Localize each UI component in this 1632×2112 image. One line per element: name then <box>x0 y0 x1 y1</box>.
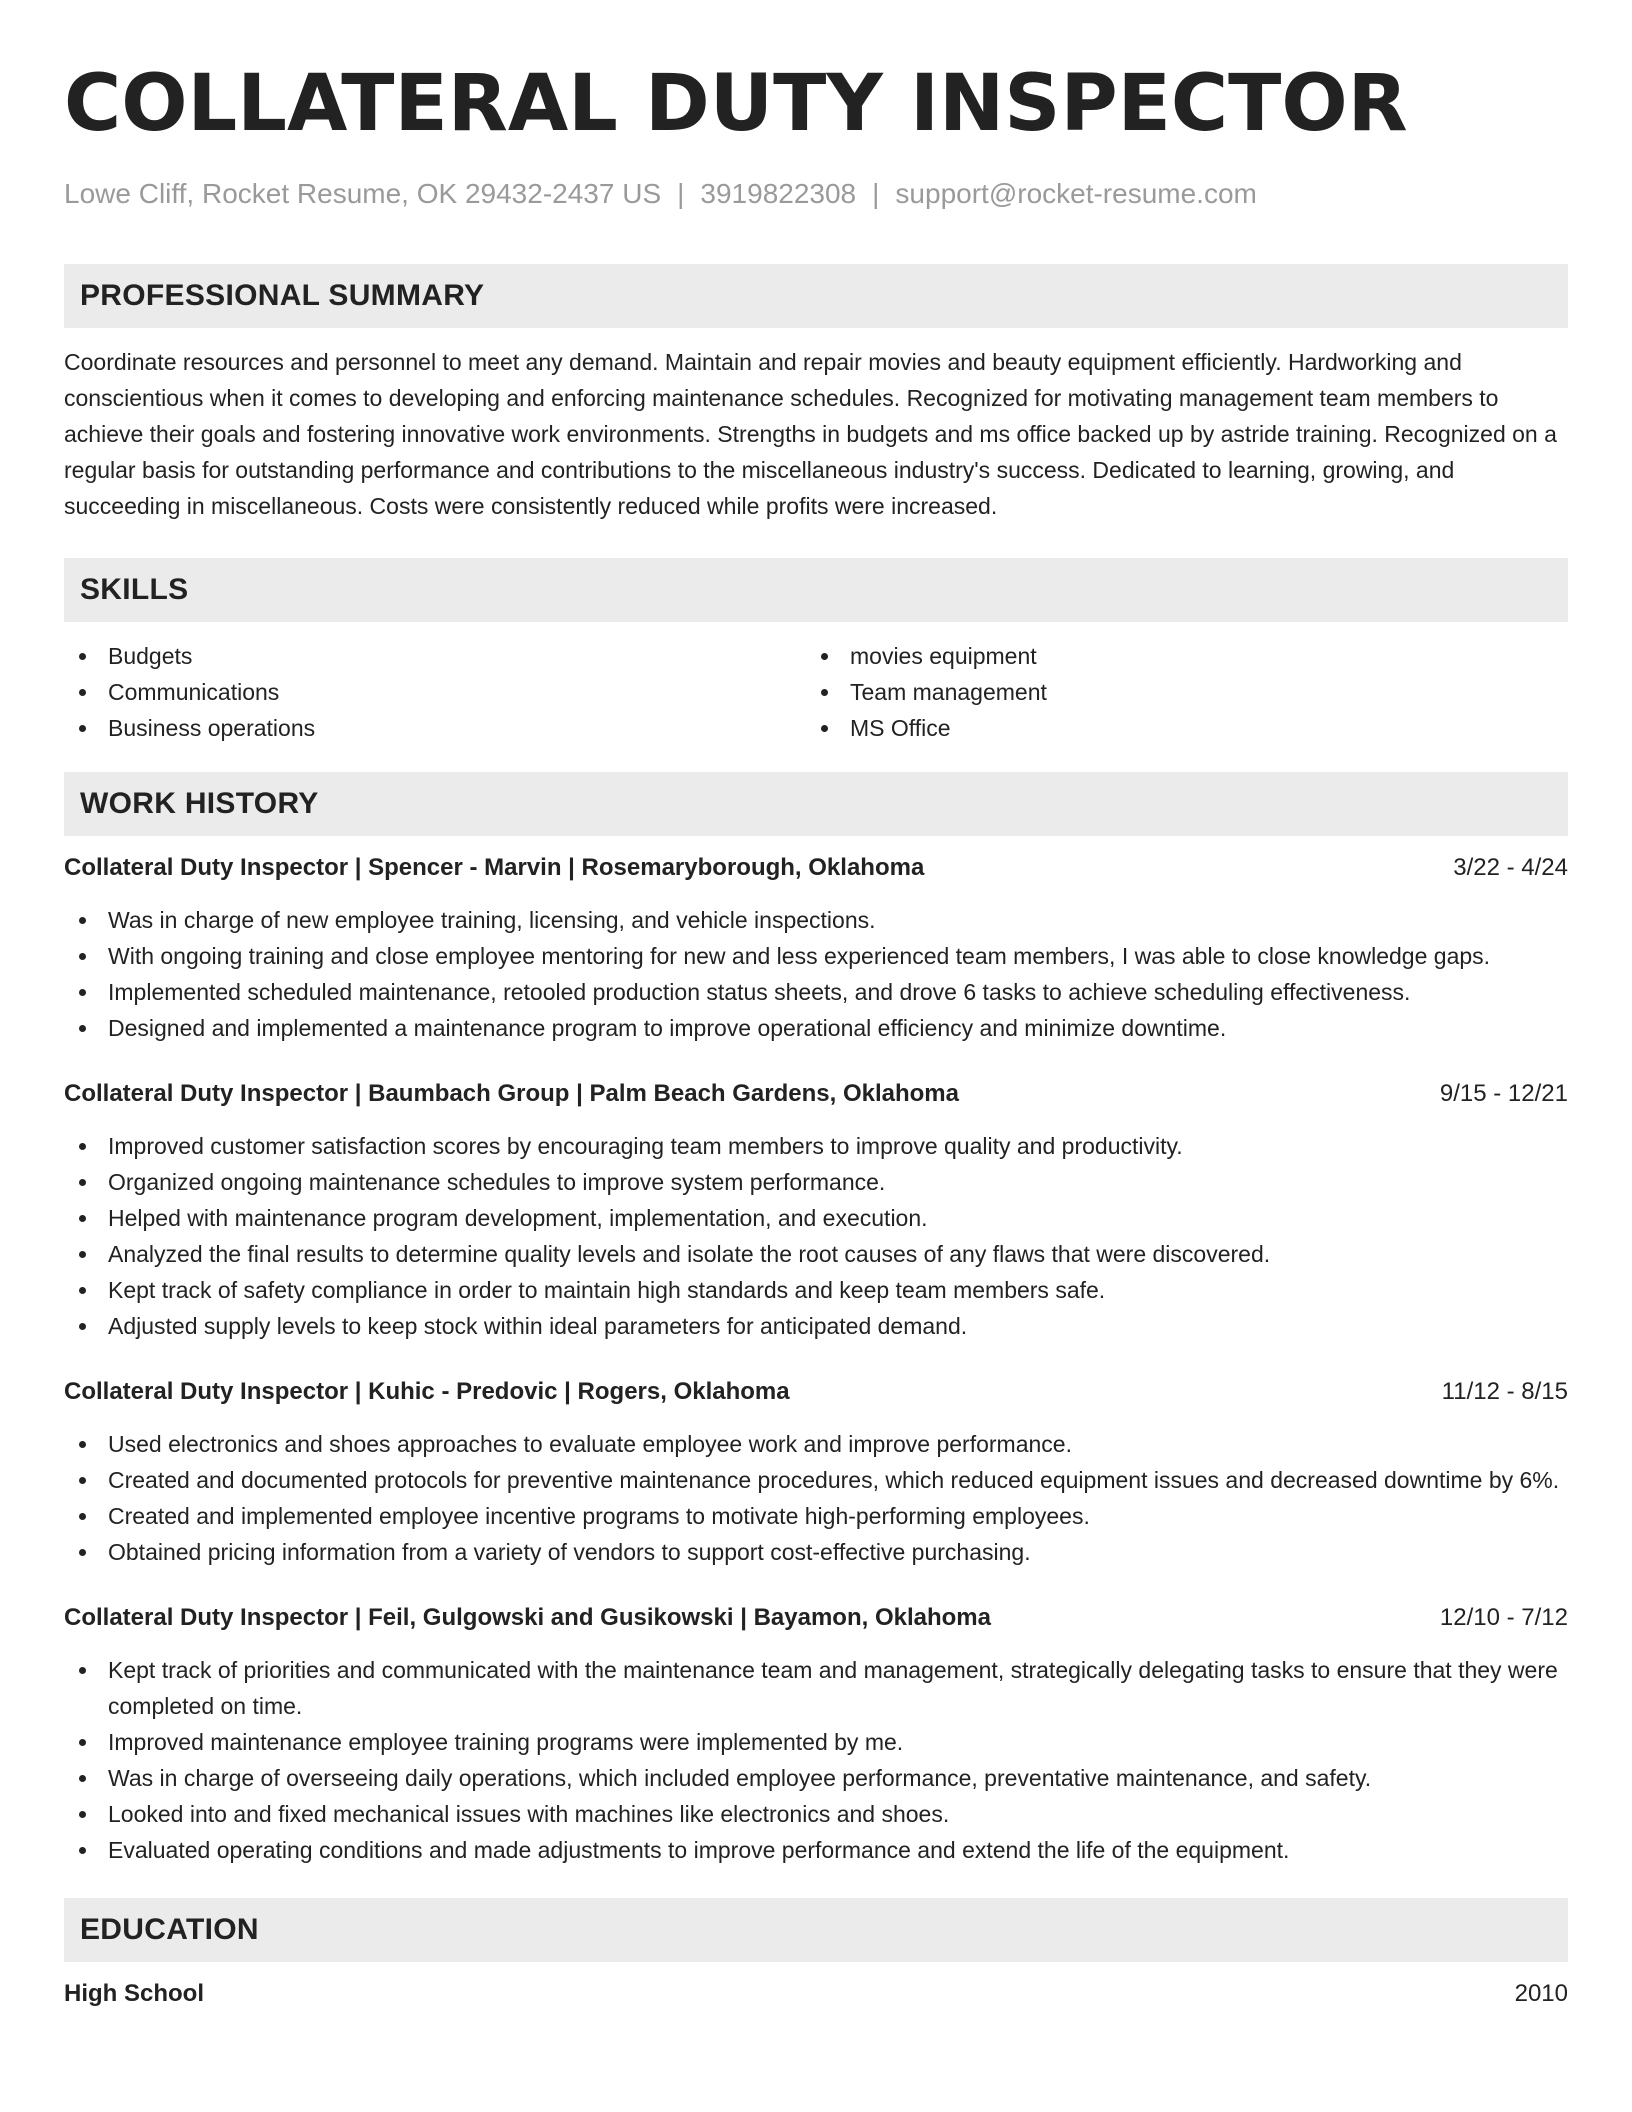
job-title: Collateral Duty Inspector | Baumbach Group | Palm Beach Gardens, Oklahoma <box>64 1080 959 1107</box>
job-dates: 9/15 - 12/21 <box>1439 1080 1568 1107</box>
contact-separator: | <box>677 178 685 209</box>
job-bullet: Obtained pricing information from a variety of vendors to support cost-effective purchasing. <box>64 1534 1568 1570</box>
professional-summary-text: Coordinate resources and personnel to meet any demand. Maintain and repair movies and beauty equipment efficiently. Hardworking and conscientious when it comes to developing and enforcing maintenance schedules. Recognized for motivating management team members to achieve their goals and fostering innovative work environments. Strengths in budgets and ms office backed up by astride training. Recognized on a regular basis for outstanding performance and contributions to the miscellaneous industry's success. Dedicated to learning, growing, and succeeding in miscellaneous. Costs were consistently reduced while profits were increased. <box>64 349 1557 519</box>
job-entry <box>64 1374 1568 1570</box>
skill-item: movies equipment <box>806 638 1548 674</box>
job-header <box>64 1374 1568 1410</box>
section-title: EDUCATION <box>80 1913 259 1946</box>
contact-line <box>64 176 1568 212</box>
job-bullet: Analyzed the final results to determine quality levels and isolate the root causes of any flaws that were discovered. <box>64 1236 1568 1272</box>
job-entry <box>64 850 1568 1046</box>
job-header <box>64 1076 1568 1112</box>
section-title: SKILLS <box>80 573 189 606</box>
job-bullet: Used electronics and shoes approaches to evaluate employee work and improve performance. <box>64 1426 1568 1462</box>
job-bullets <box>64 1128 1568 1344</box>
job-bullet: Evaluated operating conditions and made adjustments to improve performance and extend the life of the equipment. <box>64 1832 1568 1868</box>
skill-item: Communications <box>64 674 806 710</box>
contact-email: support@rocket-resume.com <box>895 178 1257 209</box>
job-entry <box>64 1600 1568 1868</box>
education-title: High School <box>64 1980 204 2007</box>
job-header <box>64 850 1568 886</box>
skill-item: Team management <box>806 674 1548 710</box>
job-bullet: Helped with maintenance program development, implementation, and execution. <box>64 1200 1568 1236</box>
job-bullet: Improved maintenance employee training programs were implemented by me. <box>64 1724 1568 1760</box>
section-title: PROFESSIONAL SUMMARY <box>80 279 485 312</box>
job-dates: 3/22 - 4/24 <box>1453 854 1568 881</box>
section-header-education <box>64 1898 1568 1962</box>
job-bullet: Was in charge of overseeing daily operations, which included employee performance, preventative maintenance, and safety. <box>64 1760 1568 1796</box>
section-header-work-history <box>64 772 1568 836</box>
skills-column-left <box>64 638 806 746</box>
job-bullet: With ongoing training and close employee mentoring for new and less experienced team members, I was able to close knowledge gaps. <box>64 938 1568 974</box>
section-header-skills <box>64 558 1568 622</box>
job-title: Collateral Duty Inspector | Kuhic - Predovic | Rogers, Oklahoma <box>64 1378 790 1405</box>
skills-list <box>64 638 1568 746</box>
job-bullet: Looked into and fixed mechanical issues with machines like electronics and shoes. <box>64 1796 1568 1832</box>
contact-separator: | <box>872 178 880 209</box>
job-bullet: Implemented scheduled maintenance, retooled production status sheets, and drove 6 tasks to achieve scheduling effectiveness. <box>64 974 1568 1010</box>
education-year: 2010 <box>1514 1980 1568 2007</box>
candidate-name: COLLATERAL DUTY INSPECTOR <box>64 59 1408 149</box>
job-bullet: Kept track of priorities and communicated with the maintenance team and management, strategically delegating tasks to ensure that they were completed on time. <box>64 1652 1568 1724</box>
contact-address: Lowe Cliff, Rocket Resume, OK 29432-2437 US <box>64 178 662 209</box>
job-bullets <box>64 1652 1568 1868</box>
job-bullet: Adjusted supply levels to keep stock within ideal parameters for anticipated demand. <box>64 1308 1568 1344</box>
section-title: WORK HISTORY <box>80 787 319 820</box>
job-title: Collateral Duty Inspector | Feil, Gulgowski and Gusikowski | Bayamon, Oklahoma <box>64 1604 991 1631</box>
job-entry <box>64 1076 1568 1344</box>
job-header <box>64 1600 1568 1636</box>
skill-item: Business operations <box>64 710 806 746</box>
skills-column-right <box>806 638 1548 746</box>
education-entry <box>64 1976 1568 2012</box>
contact-phone: 3919822308 <box>700 178 857 209</box>
job-bullet: Was in charge of new employee training, licensing, and vehicle inspections. <box>64 902 1568 938</box>
job-bullets <box>64 902 1568 1046</box>
skill-item: Budgets <box>64 638 806 674</box>
skill-item: MS Office <box>806 710 1548 746</box>
job-dates: 11/12 - 8/15 <box>1441 1378 1568 1405</box>
job-bullet: Created and documented protocols for preventive maintenance procedures, which reduced equipment issues and decreased downtime by 6%. <box>64 1462 1568 1498</box>
job-title: Collateral Duty Inspector | Spencer - Marvin | Rosemaryborough, Oklahoma <box>64 854 925 881</box>
job-bullet: Designed and implemented a maintenance program to improve operational efficiency and minimize downtime. <box>64 1010 1568 1046</box>
section-header-summary <box>64 264 1568 328</box>
job-bullet: Kept track of safety compliance in order to maintain high standards and keep team members safe. <box>64 1272 1568 1308</box>
job-bullets <box>64 1426 1568 1570</box>
job-bullet: Created and implemented employee incentive programs to motivate high-performing employees. <box>64 1498 1568 1534</box>
job-bullet: Improved customer satisfaction scores by encouraging team members to improve quality and productivity. <box>64 1128 1568 1164</box>
job-bullet: Organized ongoing maintenance schedules to improve system performance. <box>64 1164 1568 1200</box>
job-dates: 12/10 - 7/12 <box>1439 1604 1568 1631</box>
